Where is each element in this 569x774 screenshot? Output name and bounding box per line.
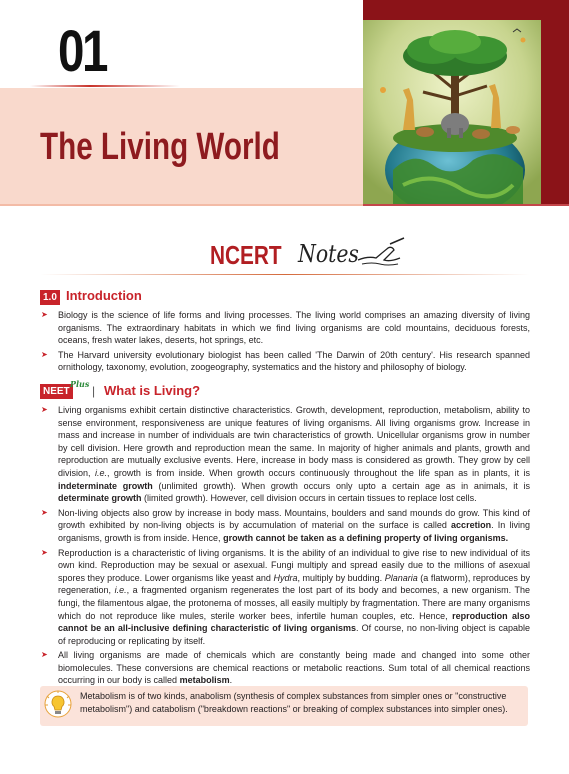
chapter-number-underline — [30, 85, 180, 87]
list-item: ➤ Reproduction is a characteristic of living organisms. It is the ability of an individual to give rise to new individual of its own kind. Reproduction may be sexual or asexual. Fungi multiply and spread easily due to the millions of asexual spores they produce. Lower organisms like yeast and Hydra, multiply by budding. Planaria (a flatworm), reproduces by regeneration, i.e., a fragmented organism regenerates the lost part of its body and becomes, a new organism. The fungi, the filamentous algae, the protonema of mosses, all easily multiply by fragmentation. There are many organisms which do not reproduce like mules, sterile worker bees, infertile human couples, etc. Hence, reproduction also cannot be an all-inclusive defining characteristic of living organisms. Of course, no non-living object is capable of reproducing or replicating by itself. — [40, 547, 530, 648]
section-1-badge: 1.0 — [40, 290, 60, 305]
chapter-number: 01 — [58, 19, 106, 84]
hand-pen-icon — [354, 236, 406, 270]
section-1-title: Introduction — [66, 288, 142, 303]
list-item: ➤ Living organisms exhibit certain distinctive characteristics. Growth, development, reproduction, metabolism, ability to sense environment, responsiveness are unique features of living organisms. All living organisms grow. Increase in mass and increase in number of individuals are twin characteristics of growth. Unicellular organisms grow in number by cell division. Here growth and reproduction mean the same. In majority of higher animals and plants, growth and reproduction are mutually exclusive events. Here, increase in body mass is considered as growth. They grow by cell division, i.e., growth is from inside. When growth occurs continuously throughout the life span as in plants, it is indeterminate growth (unlimited growth). When growth occurs only upto a certain age as in animals, it is determinate growth (limited growth). However, cell division occurs in certain tissues to replace lost cells. — [40, 404, 530, 505]
notes-label: Notes — [298, 240, 359, 268]
lightbulb-icon — [44, 690, 72, 722]
list-item: ➤ All living organisms are made of chemicals which are constantly being made and changed into some other biomolecules. These conversions are chemical reactions or metabolic reactions. Sum total of all chemical reactions occurring in our body is called metabolism. — [40, 649, 530, 687]
neet-badge: NEET — [40, 384, 73, 399]
section-1-list — [40, 309, 530, 376]
header-red-panel-line — [363, 204, 569, 206]
section-2-list — [40, 404, 530, 689]
list-item: ➤ The Harvard university evolutionary biologist has been called 'The Darwin of 20th century'. His research spanned ornithology, taxonomy, evolution, zoogeography, systematics and the history and philosophy of biology. — [40, 349, 530, 374]
info-box-text: Metabolism is of two kinds, anabolism (synthesis of complex substances from simpler ones or "constructive metabolism") and catabolism ("breakdown reactions" or breaking of complex substances into simpler ones). — [80, 691, 508, 714]
ncert-label: NCERT — [210, 240, 282, 270]
chapter-title: The Living World — [40, 126, 280, 168]
section-2-title: What is Living? — [104, 383, 201, 398]
list-item: ➤ Non-living objects also grow by increase in body mass. Mountains, boulders and sand mounds do grow. This kind of growth exhibited by non-living objects is by accumulation of material on the surface is called accretion. In living organisms, growth is from inside. Hence, growth cannot be taken as a defining property of living organisms. — [40, 507, 530, 545]
heading-separator: | — [92, 384, 96, 398]
neet-plus-label: Plus — [70, 379, 90, 389]
globe-animals-illustration — [363, 20, 541, 204]
ncert-underline — [40, 274, 530, 275]
header-band-line — [0, 204, 363, 206]
list-item: ➤ Biology is the science of life forms and living processes. The living world comprises an amazing diversity of living organisms. The extraordinary habitats in which we find living organisms are cold mountains, deciduous forests, oceans, fresh water lakes, deserts, hot springs, etc. — [40, 309, 530, 347]
